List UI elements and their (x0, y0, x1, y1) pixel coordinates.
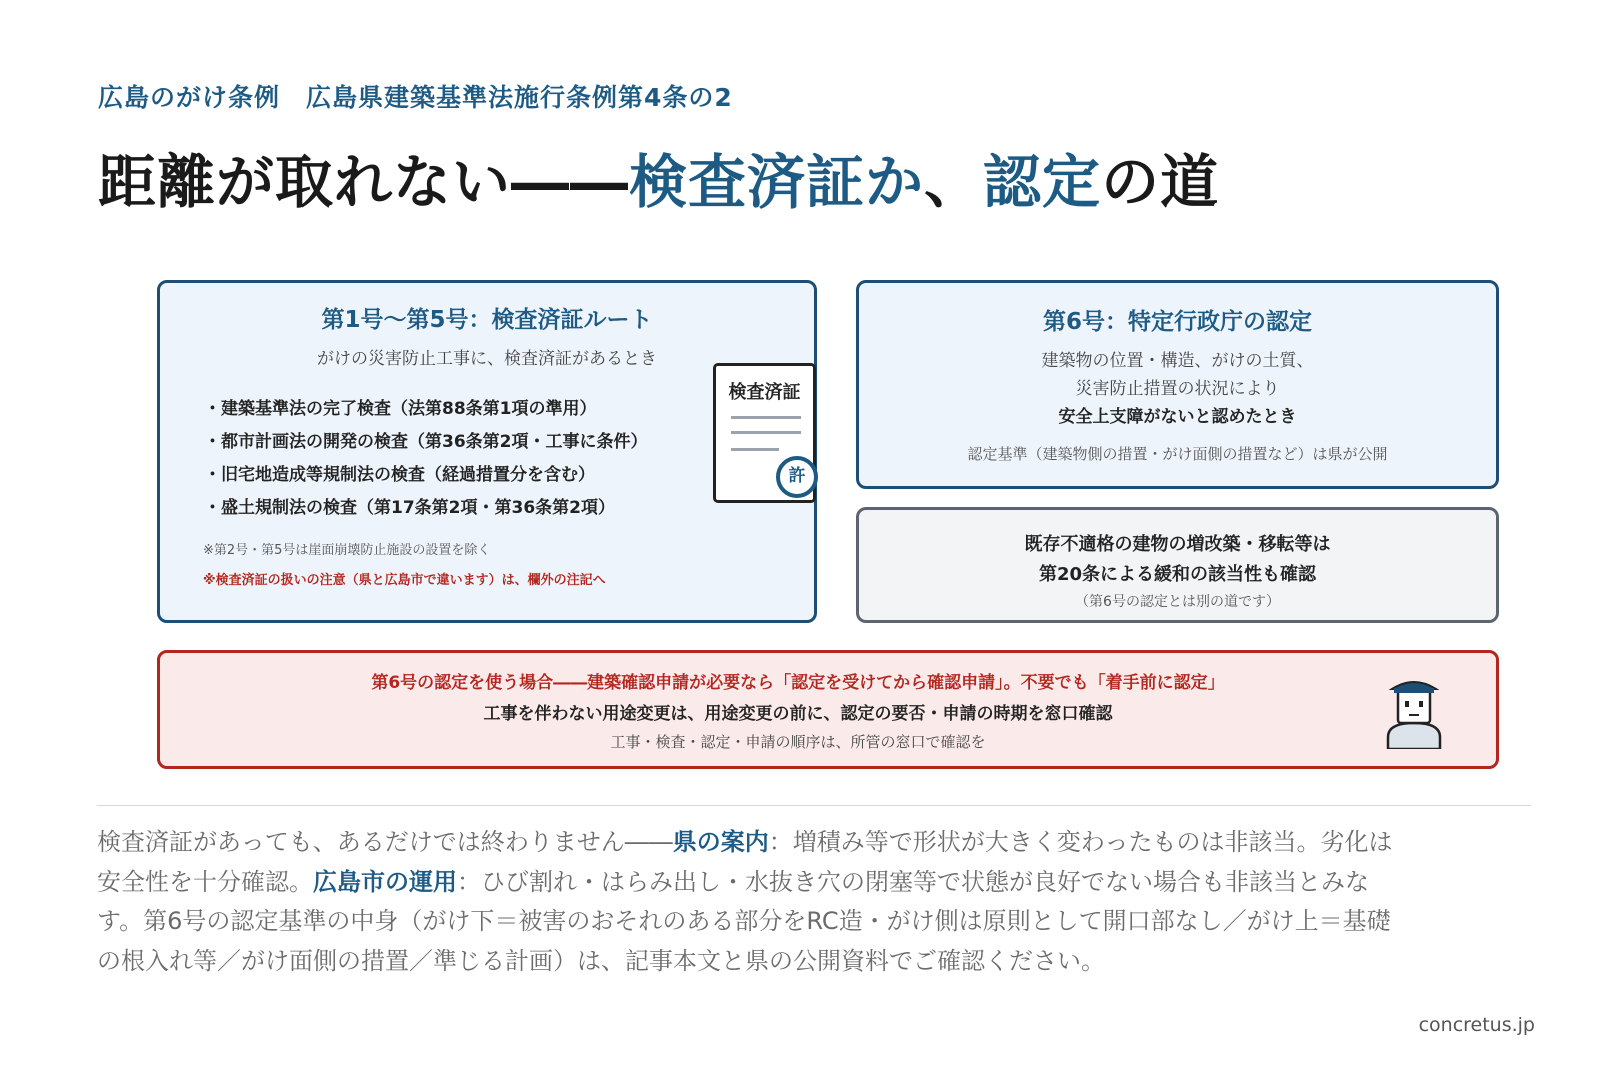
card-note: ※第2号・第5号は崖面崩壊防止施設の設置を除く (203, 543, 491, 558)
list-item: ・都市計画法の開発の検査（第36条第2項・工事に条件） (204, 432, 648, 452)
card-note: 工事・検査・認定・申請の順序は、所管の窓口で確認を (610, 733, 986, 751)
document-title: 検査済証 (728, 382, 801, 403)
list-item: ・盛土規制法の検査（第17条第2項・第36条第2項） (204, 498, 615, 518)
card-note: （第6号の認定とは別の道です） (1075, 594, 1280, 610)
card-text: 工事を伴わない用途変更は、用途変更の前に、認定の要否・申請の時期を窓口確認 (483, 704, 1113, 724)
document-line (731, 431, 801, 434)
footnote-text: ：ひび割れ・はらみ出し・水抜き穴の閉塞等で状態が良好でない場合も非該当とみなす。第6号の認定基準の中身（がけ下＝被害のおそれのある部分をRC造・がけ側は原則として開口部なし／がけ上＝基礎の根入れ等／がけ面側の措置／準じる計画）は、記事本文と県の公開資料でご確認ください。 (97, 867, 1391, 975)
kicker: 広島のがけ条例 広島県建築基準法施行条例第4条の2 (98, 83, 733, 112)
certificate-document-icon (713, 363, 816, 503)
headline-mid: 、 (924, 148, 984, 216)
inspection-certificate-route-card (157, 280, 817, 623)
card-text-emphasis: 安全上支障がないと認めたとき (1058, 407, 1297, 427)
card-text: 第20条による緩和の該当性も確認 (1038, 564, 1317, 585)
warning-text: 第6号の認定を使う場合――建築確認申請が必要なら「認定を受けてから確認申請」。不要でも「着手前に認定」 (371, 673, 1225, 693)
headline-highlight-2: 認定 (983, 148, 1102, 216)
list-item: ・建築基準法の完了検査（法第88条第1項の準用） (204, 399, 597, 419)
designated-administrative-agency-card (856, 280, 1499, 489)
headline-highlight-1: 検査済証か (629, 148, 925, 216)
certification-warning-card (157, 650, 1499, 769)
headline-post: の道 (1101, 148, 1220, 216)
footnote-text: ：増積み等で形状が大きく変わったものは非該当。劣化は安全性を十分確認。 (97, 828, 1393, 896)
footnote-emphasis: 広島市の運用 (313, 867, 457, 896)
document-line (731, 448, 779, 451)
site-credit: concretus.jp (1418, 1014, 1535, 1036)
footnote-paragraph (97, 823, 1397, 981)
card-text: 災害防止措置の状況により (1075, 379, 1280, 399)
card-title: 第6号：特定行政庁の認定 (1042, 309, 1312, 335)
headline-pre: 距離が取れない―― (98, 148, 630, 216)
card-note: 認定基準（建築物側の措置・がけ面側の措置など）は県が公開 (967, 445, 1388, 463)
page-title (98, 135, 1219, 219)
card-text: 既存不適格の建物の増改築・移転等は (1024, 534, 1331, 555)
footnote-text: 検査済証があっても、あるだけでは終わりません―― (97, 828, 673, 856)
card-text: 建築物の位置・構造、がけの土質、 (1041, 351, 1314, 371)
approval-seal-icon: 許 (776, 456, 818, 498)
card-title: 第1号〜第5号：検査済証ルート (321, 307, 653, 333)
inspection-list (204, 393, 648, 525)
existing-nonconforming-card (856, 507, 1499, 623)
card-subtitle: がけの災害防止工事に、検査済証があるとき (317, 349, 657, 369)
footnote-emphasis: 県の案内 (672, 828, 769, 856)
divider (97, 805, 1531, 806)
list-item: ・旧宅地造成等規制法の検査（経過措置分を含む） (204, 465, 595, 485)
card-warning-note: ※検査済証の扱いの注意（県と広島市で違います）は、欄外の注記へ (203, 573, 606, 588)
official-person-icon (1384, 673, 1444, 749)
document-line (731, 416, 801, 419)
